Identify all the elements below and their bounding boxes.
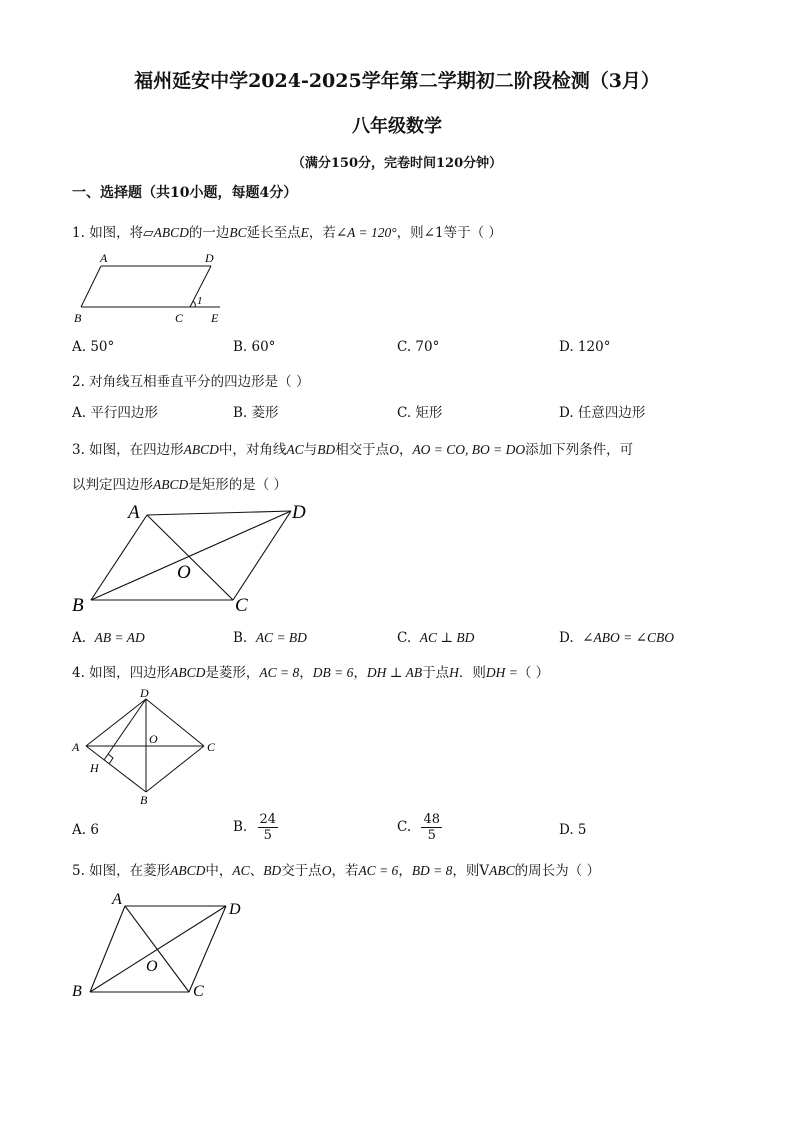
- q3-option-value: ∠ABO = ∠CBO: [582, 630, 674, 645]
- q4-part: 4. 如图，四边形: [72, 665, 171, 681]
- q4-math: DH ⊥ AB: [366, 665, 423, 680]
- q3-option-value: AB = AD: [94, 630, 145, 645]
- q1-label-d: D: [205, 251, 214, 265]
- q1-option-d[interactable]: D. 120°: [559, 339, 611, 355]
- q3-option-b[interactable]: [233, 630, 307, 646]
- q3-math: ABCD: [183, 442, 219, 457]
- q1-part: 的一边: [188, 225, 230, 241]
- q4-option-a[interactable]: A. 6: [72, 822, 99, 838]
- q3-part: 是矩形的是（ ）: [188, 477, 288, 493]
- exam-note: （满分150分，完卷时间120分钟）: [291, 156, 503, 171]
- q3-part: 中，对角线: [218, 442, 287, 458]
- q1-parallelogram-figure: [68, 248, 238, 330]
- question-3-line2: [72, 473, 287, 493]
- q1-math: ∠A = 120°: [335, 225, 397, 240]
- q5-math: O: [321, 863, 332, 878]
- q5-rhombus-figure: [66, 884, 256, 1004]
- q1-option-a[interactable]: A. 50°: [72, 339, 115, 355]
- q3-quadrilateral-figure: [66, 500, 326, 620]
- fraction-numerator: 24: [259, 812, 277, 827]
- q3-label-b: B: [72, 595, 84, 616]
- q4-label-a: A: [72, 740, 80, 754]
- q2-option-a[interactable]: A. 平行四边形: [72, 405, 158, 421]
- q4-math: H: [449, 665, 459, 680]
- q4-math: DH =: [485, 665, 518, 680]
- q1-label-a: A: [100, 251, 108, 265]
- q4-option-c[interactable]: [397, 812, 442, 843]
- q3-option-letter: C.: [397, 630, 412, 646]
- fraction-numerator: 48: [423, 812, 440, 827]
- q3-option-c[interactable]: [397, 630, 474, 646]
- q4-option-b[interactable]: [233, 812, 278, 843]
- q3-part: 3. 如图，在四边形: [72, 442, 184, 458]
- q5-math: BD: [263, 863, 282, 878]
- question-1-text: [72, 221, 502, 241]
- q4-part: 是菱形，: [205, 665, 260, 681]
- q4-part: ，: [353, 665, 367, 681]
- q1-math: BC: [229, 225, 247, 240]
- q5-math: ABC: [489, 863, 515, 878]
- q5-part: ，: [398, 863, 412, 879]
- q3-math: BD: [317, 442, 336, 457]
- q5-part: 中，: [205, 863, 233, 879]
- q3-math: AC: [286, 442, 304, 457]
- q1-label-e: E: [211, 311, 219, 325]
- q3-math: AO = CO, BO = DO: [412, 442, 526, 457]
- q3-part: 相交于点: [335, 442, 390, 458]
- q3-option-value: AC = BD: [255, 630, 307, 645]
- q3-math: ABCD: [153, 477, 189, 492]
- q3-option-letter: D.: [559, 630, 574, 646]
- q5-part: 5. 如图，在菱形: [72, 863, 171, 879]
- q4-label-b: B: [140, 793, 148, 807]
- q2-option-d[interactable]: D. 任意四边形: [559, 405, 646, 421]
- q4-part: （ ）: [517, 665, 550, 681]
- q4-part: ．则: [458, 665, 486, 681]
- q1-number: 1.: [72, 225, 85, 241]
- q2-option-c[interactable]: C. 矩形: [397, 405, 443, 421]
- q4-label-o: O: [149, 732, 158, 746]
- q5-label-o: O: [146, 958, 158, 975]
- q4-option-letter: C.: [397, 819, 412, 835]
- q1-part: ，若: [308, 225, 336, 241]
- q5-math: AC: [232, 863, 250, 878]
- q5-math: AC = 6: [358, 863, 399, 878]
- question-4-text: [72, 661, 549, 681]
- q5-label-c: C: [193, 983, 204, 1000]
- q3-label-o: O: [177, 562, 191, 583]
- exam-title: 福州延安中学2024-2025学年第二学期初二阶段检测（3月）: [134, 70, 660, 92]
- q4-label-d: D: [140, 686, 149, 700]
- q1-part: 如图，将▱: [89, 225, 154, 241]
- q5-part: 交于点: [281, 863, 322, 879]
- q3-option-d[interactable]: [559, 630, 674, 646]
- q5-label-b: B: [72, 983, 82, 1000]
- question-5-text: [72, 859, 600, 879]
- q3-part: 添加下列条件，可: [525, 442, 634, 458]
- q5-part: 、: [249, 863, 264, 879]
- q5-math: BD = 8: [411, 863, 453, 878]
- q3-label-c: C: [235, 595, 248, 616]
- q3-option-letter: B.: [233, 630, 248, 646]
- q1-part: 延长至点: [246, 225, 301, 241]
- q1-math: E: [300, 225, 309, 240]
- question-2-text: 2. 对角线互相垂直平分的四边形是（ ）: [72, 374, 310, 390]
- exam-subtitle: 八年级数学: [352, 116, 442, 137]
- q4-option-b-fraction: [258, 812, 279, 843]
- q5-part: ，若: [331, 863, 359, 879]
- q1-option-b[interactable]: B. 60°: [233, 339, 276, 355]
- q4-part: ，: [299, 665, 313, 681]
- fraction-denominator: 5: [263, 828, 272, 843]
- q5-part: ，则V: [452, 863, 490, 879]
- q1-label-c: C: [175, 311, 184, 325]
- q2-option-b[interactable]: B. 菱形: [233, 405, 279, 421]
- q5-part: 的周长为（ ）: [514, 863, 600, 879]
- question-3-line1: [72, 438, 633, 458]
- q3-part: 与: [303, 442, 318, 458]
- q4-label-c: C: [207, 740, 216, 754]
- q5-label-a: A: [112, 891, 122, 908]
- q4-option-c-fraction: [421, 812, 442, 843]
- q3-option-value: AC ⊥ BD: [419, 630, 475, 645]
- q5-label-d: D: [229, 901, 241, 918]
- section-heading: 一、选择题（共10小题，每题4分）: [72, 185, 298, 201]
- q4-part: 于点: [422, 665, 450, 681]
- q1-part: ，则∠1等于（ ）: [396, 225, 502, 241]
- q3-part: 以判定四边形: [72, 477, 153, 493]
- q1-option-c[interactable]: C. 70°: [397, 339, 440, 355]
- fraction-denominator: 5: [427, 828, 436, 843]
- q4-option-letter: B.: [233, 819, 248, 835]
- q4-rhombus-figure: [66, 684, 236, 810]
- q1-math: ABCD: [153, 225, 189, 240]
- q4-option-d[interactable]: D. 5: [559, 822, 587, 838]
- q4-math: AC = 8: [259, 665, 300, 680]
- q4-math: ABCD: [170, 665, 206, 680]
- q3-option-a[interactable]: [72, 630, 145, 646]
- q1-label-angle1: 1: [197, 295, 203, 307]
- q5-math: ABCD: [170, 863, 206, 878]
- q4-math: DB = 6: [312, 665, 354, 680]
- q1-label-b: B: [74, 311, 82, 325]
- q3-part: ，: [398, 442, 413, 458]
- q3-math: O: [389, 442, 399, 457]
- q3-option-letter: A.: [72, 630, 87, 646]
- q4-label-h: H: [90, 761, 99, 775]
- q3-label-d: D: [292, 502, 306, 523]
- q3-label-a: A: [128, 502, 140, 523]
